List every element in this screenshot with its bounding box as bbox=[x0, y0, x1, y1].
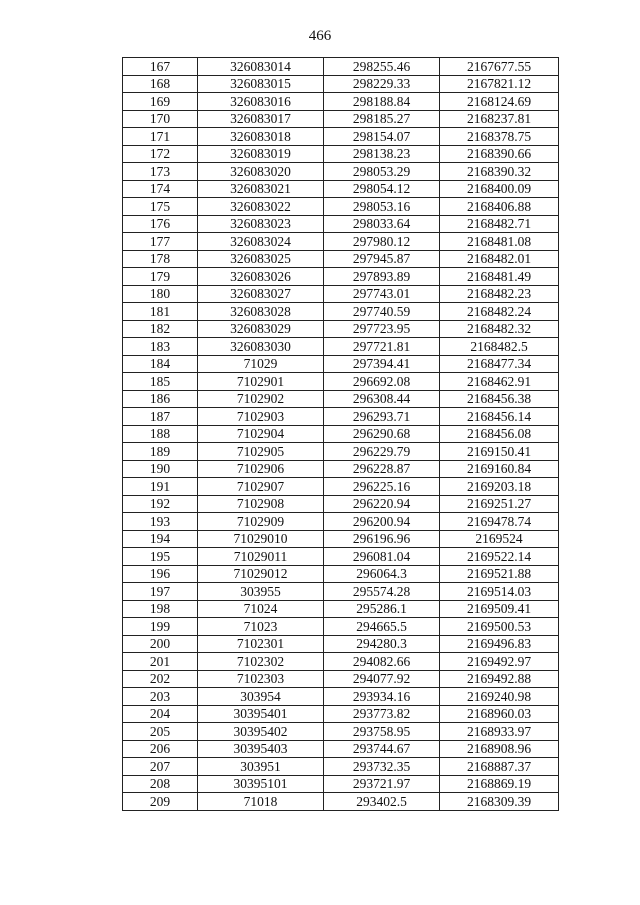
y-coordinate-cell: 2168477.34 bbox=[440, 355, 559, 373]
point-id-cell: 71029011 bbox=[198, 548, 324, 566]
y-coordinate-cell: 2168456.14 bbox=[440, 408, 559, 426]
y-coordinate-cell: 2167821.12 bbox=[440, 75, 559, 93]
point-id-cell: 7102901 bbox=[198, 373, 324, 391]
y-coordinate-cell: 2168908.96 bbox=[440, 740, 559, 758]
table-row bbox=[123, 215, 559, 233]
y-coordinate-cell: 2169203.18 bbox=[440, 478, 559, 496]
y-coordinate-cell: 2168456.08 bbox=[440, 425, 559, 443]
table-row bbox=[123, 513, 559, 531]
row-number-cell: 199 bbox=[123, 618, 198, 636]
x-coordinate-cell: 297980.12 bbox=[324, 233, 440, 251]
point-id-cell: 326083022 bbox=[198, 198, 324, 216]
point-id-cell: 326083025 bbox=[198, 250, 324, 268]
row-number-cell: 176 bbox=[123, 215, 198, 233]
row-number-cell: 185 bbox=[123, 373, 198, 391]
row-number-cell: 197 bbox=[123, 583, 198, 601]
table-row bbox=[123, 478, 559, 496]
table-row bbox=[123, 268, 559, 286]
point-id-cell: 326083018 bbox=[198, 128, 324, 146]
row-number-cell: 188 bbox=[123, 425, 198, 443]
point-id-cell: 7102906 bbox=[198, 460, 324, 478]
point-id-cell: 71029012 bbox=[198, 565, 324, 583]
y-coordinate-cell: 2168482.23 bbox=[440, 285, 559, 303]
table-row bbox=[123, 303, 559, 321]
x-coordinate-cell: 298138.23 bbox=[324, 145, 440, 163]
x-coordinate-cell: 296220.94 bbox=[324, 495, 440, 513]
row-number-cell: 196 bbox=[123, 565, 198, 583]
x-coordinate-cell: 296228.87 bbox=[324, 460, 440, 478]
point-id-cell: 326083019 bbox=[198, 145, 324, 163]
y-coordinate-cell: 2168482.24 bbox=[440, 303, 559, 321]
row-number-cell: 172 bbox=[123, 145, 198, 163]
point-id-cell: 30395403 bbox=[198, 740, 324, 758]
table-row bbox=[123, 198, 559, 216]
y-coordinate-cell: 2168482.01 bbox=[440, 250, 559, 268]
y-coordinate-cell: 2169240.98 bbox=[440, 688, 559, 706]
row-number-cell: 195 bbox=[123, 548, 198, 566]
table-row bbox=[123, 705, 559, 723]
x-coordinate-cell: 296290.68 bbox=[324, 425, 440, 443]
row-number-cell: 208 bbox=[123, 775, 198, 793]
point-id-cell: 326083028 bbox=[198, 303, 324, 321]
row-number-cell: 178 bbox=[123, 250, 198, 268]
x-coordinate-cell: 298053.16 bbox=[324, 198, 440, 216]
point-id-cell: 7102908 bbox=[198, 495, 324, 513]
x-coordinate-cell: 294077.92 bbox=[324, 670, 440, 688]
point-id-cell: 303954 bbox=[198, 688, 324, 706]
row-number-cell: 175 bbox=[123, 198, 198, 216]
table-row bbox=[123, 565, 559, 583]
y-coordinate-cell: 2168481.08 bbox=[440, 233, 559, 251]
row-number-cell: 174 bbox=[123, 180, 198, 198]
x-coordinate-cell: 293402.5 bbox=[324, 793, 440, 811]
table-row bbox=[123, 75, 559, 93]
page-number: 466 bbox=[308, 28, 332, 44]
y-coordinate-cell: 2168482.5 bbox=[440, 338, 559, 356]
y-coordinate-cell: 2168482.71 bbox=[440, 215, 559, 233]
y-coordinate-cell: 2168400.09 bbox=[440, 180, 559, 198]
x-coordinate-cell: 298229.33 bbox=[324, 75, 440, 93]
x-coordinate-cell: 295574.28 bbox=[324, 583, 440, 601]
point-id-cell: 71029010 bbox=[198, 530, 324, 548]
table-row bbox=[123, 635, 559, 653]
y-coordinate-cell: 2169496.83 bbox=[440, 635, 559, 653]
x-coordinate-cell: 293773.82 bbox=[324, 705, 440, 723]
x-coordinate-cell: 298188.84 bbox=[324, 93, 440, 111]
y-coordinate-cell: 2168124.69 bbox=[440, 93, 559, 111]
x-coordinate-cell: 297893.89 bbox=[324, 268, 440, 286]
y-coordinate-cell: 2169509.41 bbox=[440, 600, 559, 618]
row-number-cell: 183 bbox=[123, 338, 198, 356]
x-coordinate-cell: 294665.5 bbox=[324, 618, 440, 636]
point-id-cell: 71023 bbox=[198, 618, 324, 636]
point-id-cell: 7102907 bbox=[198, 478, 324, 496]
row-number-cell: 186 bbox=[123, 390, 198, 408]
table-row bbox=[123, 425, 559, 443]
row-number-cell: 177 bbox=[123, 233, 198, 251]
point-id-cell: 7102909 bbox=[198, 513, 324, 531]
y-coordinate-cell: 2168933.97 bbox=[440, 723, 559, 741]
point-id-cell: 326083014 bbox=[198, 58, 324, 76]
row-number-cell: 205 bbox=[123, 723, 198, 741]
table-row bbox=[123, 390, 559, 408]
x-coordinate-cell: 296308.44 bbox=[324, 390, 440, 408]
y-coordinate-cell: 2169521.88 bbox=[440, 565, 559, 583]
x-coordinate-cell: 294280.3 bbox=[324, 635, 440, 653]
x-coordinate-cell: 298255.46 bbox=[324, 58, 440, 76]
table-row bbox=[123, 775, 559, 793]
table-row bbox=[123, 548, 559, 566]
row-number-cell: 203 bbox=[123, 688, 198, 706]
row-number-cell: 200 bbox=[123, 635, 198, 653]
point-id-cell: 326083026 bbox=[198, 268, 324, 286]
row-number-cell: 169 bbox=[123, 93, 198, 111]
x-coordinate-cell: 295286.1 bbox=[324, 600, 440, 618]
point-id-cell: 7102302 bbox=[198, 653, 324, 671]
row-number-cell: 198 bbox=[123, 600, 198, 618]
x-coordinate-cell: 297394.41 bbox=[324, 355, 440, 373]
y-coordinate-cell: 2168960.03 bbox=[440, 705, 559, 723]
table-row bbox=[123, 688, 559, 706]
x-coordinate-cell: 293934.16 bbox=[324, 688, 440, 706]
x-coordinate-cell: 296081.04 bbox=[324, 548, 440, 566]
table-row bbox=[123, 338, 559, 356]
row-number-cell: 173 bbox=[123, 163, 198, 181]
row-number-cell: 184 bbox=[123, 355, 198, 373]
table-row bbox=[123, 443, 559, 461]
x-coordinate-cell: 293758.95 bbox=[324, 723, 440, 741]
y-coordinate-cell: 2168309.39 bbox=[440, 793, 559, 811]
table-row bbox=[123, 320, 559, 338]
point-id-cell: 326083029 bbox=[198, 320, 324, 338]
point-id-cell: 30395401 bbox=[198, 705, 324, 723]
table-row bbox=[123, 723, 559, 741]
y-coordinate-cell: 2169160.84 bbox=[440, 460, 559, 478]
y-coordinate-cell: 2168481.49 bbox=[440, 268, 559, 286]
row-number-cell: 167 bbox=[123, 58, 198, 76]
table-row bbox=[123, 460, 559, 478]
x-coordinate-cell: 293732.35 bbox=[324, 758, 440, 776]
x-coordinate-cell: 296293.71 bbox=[324, 408, 440, 426]
point-id-cell: 326083021 bbox=[198, 180, 324, 198]
table-row bbox=[123, 758, 559, 776]
x-coordinate-cell: 297743.01 bbox=[324, 285, 440, 303]
row-number-cell: 204 bbox=[123, 705, 198, 723]
row-number-cell: 168 bbox=[123, 75, 198, 93]
x-coordinate-cell: 293744.67 bbox=[324, 740, 440, 758]
table-row bbox=[123, 58, 559, 76]
point-id-cell: 7102902 bbox=[198, 390, 324, 408]
table-row bbox=[123, 128, 559, 146]
x-coordinate-cell: 298054.12 bbox=[324, 180, 440, 198]
x-coordinate-cell: 297721.81 bbox=[324, 338, 440, 356]
point-id-cell: 326083017 bbox=[198, 110, 324, 128]
table-row bbox=[123, 618, 559, 636]
row-number-cell: 182 bbox=[123, 320, 198, 338]
y-coordinate-cell: 2168406.88 bbox=[440, 198, 559, 216]
y-coordinate-cell: 2168869.19 bbox=[440, 775, 559, 793]
point-id-cell: 7102301 bbox=[198, 635, 324, 653]
row-number-cell: 206 bbox=[123, 740, 198, 758]
row-number-cell: 181 bbox=[123, 303, 198, 321]
x-coordinate-cell: 296196.96 bbox=[324, 530, 440, 548]
table-row bbox=[123, 93, 559, 111]
point-id-cell: 326083027 bbox=[198, 285, 324, 303]
row-number-cell: 170 bbox=[123, 110, 198, 128]
x-coordinate-cell: 296200.94 bbox=[324, 513, 440, 531]
x-coordinate-cell: 297723.95 bbox=[324, 320, 440, 338]
point-id-cell: 326083030 bbox=[198, 338, 324, 356]
point-id-cell: 326083023 bbox=[198, 215, 324, 233]
point-id-cell: 326083020 bbox=[198, 163, 324, 181]
row-number-cell: 193 bbox=[123, 513, 198, 531]
point-id-cell: 7102903 bbox=[198, 408, 324, 426]
x-coordinate-cell: 294082.66 bbox=[324, 653, 440, 671]
x-coordinate-cell: 298033.64 bbox=[324, 215, 440, 233]
y-coordinate-cell: 2167677.55 bbox=[440, 58, 559, 76]
point-id-cell: 71018 bbox=[198, 793, 324, 811]
table-row bbox=[123, 653, 559, 671]
x-coordinate-cell: 293721.97 bbox=[324, 775, 440, 793]
row-number-cell: 209 bbox=[123, 793, 198, 811]
table-row bbox=[123, 408, 559, 426]
row-number-cell: 194 bbox=[123, 530, 198, 548]
point-id-cell: 326083016 bbox=[198, 93, 324, 111]
row-number-cell: 189 bbox=[123, 443, 198, 461]
y-coordinate-cell: 2168237.81 bbox=[440, 110, 559, 128]
point-id-cell: 326083015 bbox=[198, 75, 324, 93]
row-number-cell: 180 bbox=[123, 285, 198, 303]
point-id-cell: 71024 bbox=[198, 600, 324, 618]
y-coordinate-cell: 2168378.75 bbox=[440, 128, 559, 146]
table-row bbox=[123, 793, 559, 811]
table-row bbox=[123, 163, 559, 181]
row-number-cell: 190 bbox=[123, 460, 198, 478]
x-coordinate-cell: 298185.27 bbox=[324, 110, 440, 128]
row-number-cell: 192 bbox=[123, 495, 198, 513]
table-row bbox=[123, 180, 559, 198]
x-coordinate-cell: 296064.3 bbox=[324, 565, 440, 583]
table-row bbox=[123, 670, 559, 688]
row-number-cell: 179 bbox=[123, 268, 198, 286]
x-coordinate-cell: 296229.79 bbox=[324, 443, 440, 461]
x-coordinate-cell: 298154.07 bbox=[324, 128, 440, 146]
y-coordinate-cell: 2169492.97 bbox=[440, 653, 559, 671]
table-row bbox=[123, 373, 559, 391]
x-coordinate-cell: 296225.16 bbox=[324, 478, 440, 496]
table-row bbox=[123, 600, 559, 618]
table-row bbox=[123, 233, 559, 251]
row-number-cell: 187 bbox=[123, 408, 198, 426]
row-number-cell: 207 bbox=[123, 758, 198, 776]
x-coordinate-cell: 298053.29 bbox=[324, 163, 440, 181]
coordinates-table-body bbox=[123, 58, 559, 811]
y-coordinate-cell: 2169251.27 bbox=[440, 495, 559, 513]
point-id-cell: 7102905 bbox=[198, 443, 324, 461]
table-row bbox=[123, 355, 559, 373]
table-row bbox=[123, 285, 559, 303]
row-number-cell: 171 bbox=[123, 128, 198, 146]
table-row bbox=[123, 530, 559, 548]
row-number-cell: 201 bbox=[123, 653, 198, 671]
point-id-cell: 303951 bbox=[198, 758, 324, 776]
y-coordinate-cell: 2169150.41 bbox=[440, 443, 559, 461]
y-coordinate-cell: 2168390.32 bbox=[440, 163, 559, 181]
point-id-cell: 30395402 bbox=[198, 723, 324, 741]
y-coordinate-cell: 2168482.32 bbox=[440, 320, 559, 338]
row-number-cell: 202 bbox=[123, 670, 198, 688]
point-id-cell: 7102303 bbox=[198, 670, 324, 688]
point-id-cell: 71029 bbox=[198, 355, 324, 373]
y-coordinate-cell: 2168456.38 bbox=[440, 390, 559, 408]
x-coordinate-cell: 296692.08 bbox=[324, 373, 440, 391]
x-coordinate-cell: 297945.87 bbox=[324, 250, 440, 268]
y-coordinate-cell: 2169478.74 bbox=[440, 513, 559, 531]
y-coordinate-cell: 2169500.53 bbox=[440, 618, 559, 636]
y-coordinate-cell: 2168390.66 bbox=[440, 145, 559, 163]
point-id-cell: 30395101 bbox=[198, 775, 324, 793]
y-coordinate-cell: 2168887.37 bbox=[440, 758, 559, 776]
point-id-cell: 326083024 bbox=[198, 233, 324, 251]
table-row bbox=[123, 740, 559, 758]
y-coordinate-cell: 2168462.91 bbox=[440, 373, 559, 391]
y-coordinate-cell: 2169522.14 bbox=[440, 548, 559, 566]
row-number-cell: 191 bbox=[123, 478, 198, 496]
table-row bbox=[123, 250, 559, 268]
table-row bbox=[123, 110, 559, 128]
table-row bbox=[123, 495, 559, 513]
point-id-cell: 7102904 bbox=[198, 425, 324, 443]
x-coordinate-cell: 297740.59 bbox=[324, 303, 440, 321]
coordinates-table bbox=[122, 57, 559, 811]
y-coordinate-cell: 2169524 bbox=[440, 530, 559, 548]
table-row bbox=[123, 583, 559, 601]
table-row bbox=[123, 145, 559, 163]
y-coordinate-cell: 2169492.88 bbox=[440, 670, 559, 688]
point-id-cell: 303955 bbox=[198, 583, 324, 601]
y-coordinate-cell: 2169514.03 bbox=[440, 583, 559, 601]
